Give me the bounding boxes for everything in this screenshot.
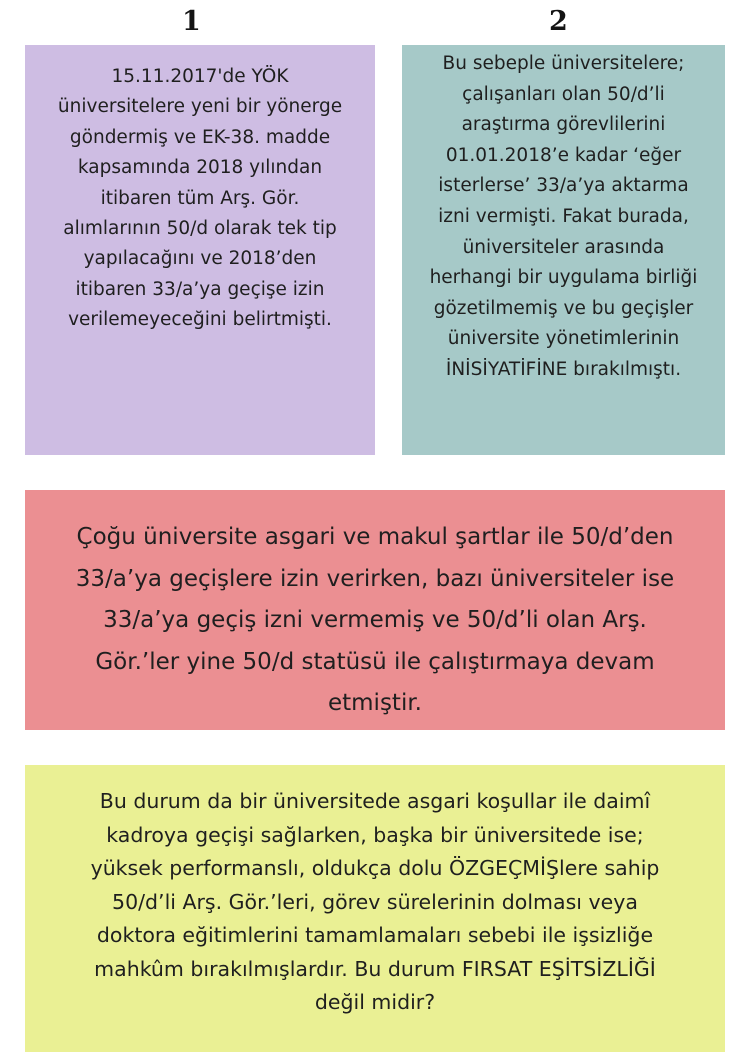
info-box-inequality-question-text: Bu durum da bir üniversitede asgari koşullar ile daimî kadroya geçişi sağlarken, başka bir üniversitede ise; yüksek performanslı, oldukça dolu ÖZGEÇMİŞlere sahip 50/d’li Arş. Gör.’leri, görev sürelerinin dolması veya doktora eğitimlerini tamamlamaları sebebi ile işsizliğe mahkûm bırakılmışlardır. Bu durum FIRSAT EŞİTSİZLİĞİ değil midir? xyxy=(90,789,660,1014)
info-box-yok-directive xyxy=(25,45,375,455)
info-box-yok-directive-text: 15.11.2017'de YÖK üniversitelere yeni bir yönerge göndermiş ve EK-38. madde kapsamında 2018 yılından itibaren tüm Arş. Gör. alımlarının 50/d olarak tek tip yapılacağını ve 2018’den itibaren 33/a’ya geçişe izin verilemeyeceğini belirtmişti. xyxy=(57,66,343,331)
info-box-inequality-question xyxy=(25,765,725,1052)
info-box-transfer-permission xyxy=(402,45,725,455)
panel-number-2: 2 xyxy=(549,6,568,37)
info-box-university-practice-text: Çoğu üniversite asgari ve makul şartlar ile 50/d’den 33/a’ya geçişlere izin verirken, bazı üniversiteler ise 33/a’ya geçiş izni vermemiş ve 50/d’li olan Arş. Gör.’ler yine 50/d statüsü ile çalıştırmaya devam etmiştir. xyxy=(75,524,675,716)
info-box-transfer-permission-text: Bu sebeple üniversitelere; çalışanları olan 50/d’li araştırma görevlilerini 01.01.2018’e kadar ‘eğer isterlerse’ 33/a’ya aktarma izni vermişti. Fakat burada, üniversiteler arasında herhangi bir uygulama birliği gözetilmemiş ve bu geçişler üniversite yönetimlerinin İNİSİYATİFİNE bırakılmıştı. xyxy=(429,53,698,380)
info-box-university-practice xyxy=(25,490,725,730)
panel-number-1: 1 xyxy=(182,6,201,37)
